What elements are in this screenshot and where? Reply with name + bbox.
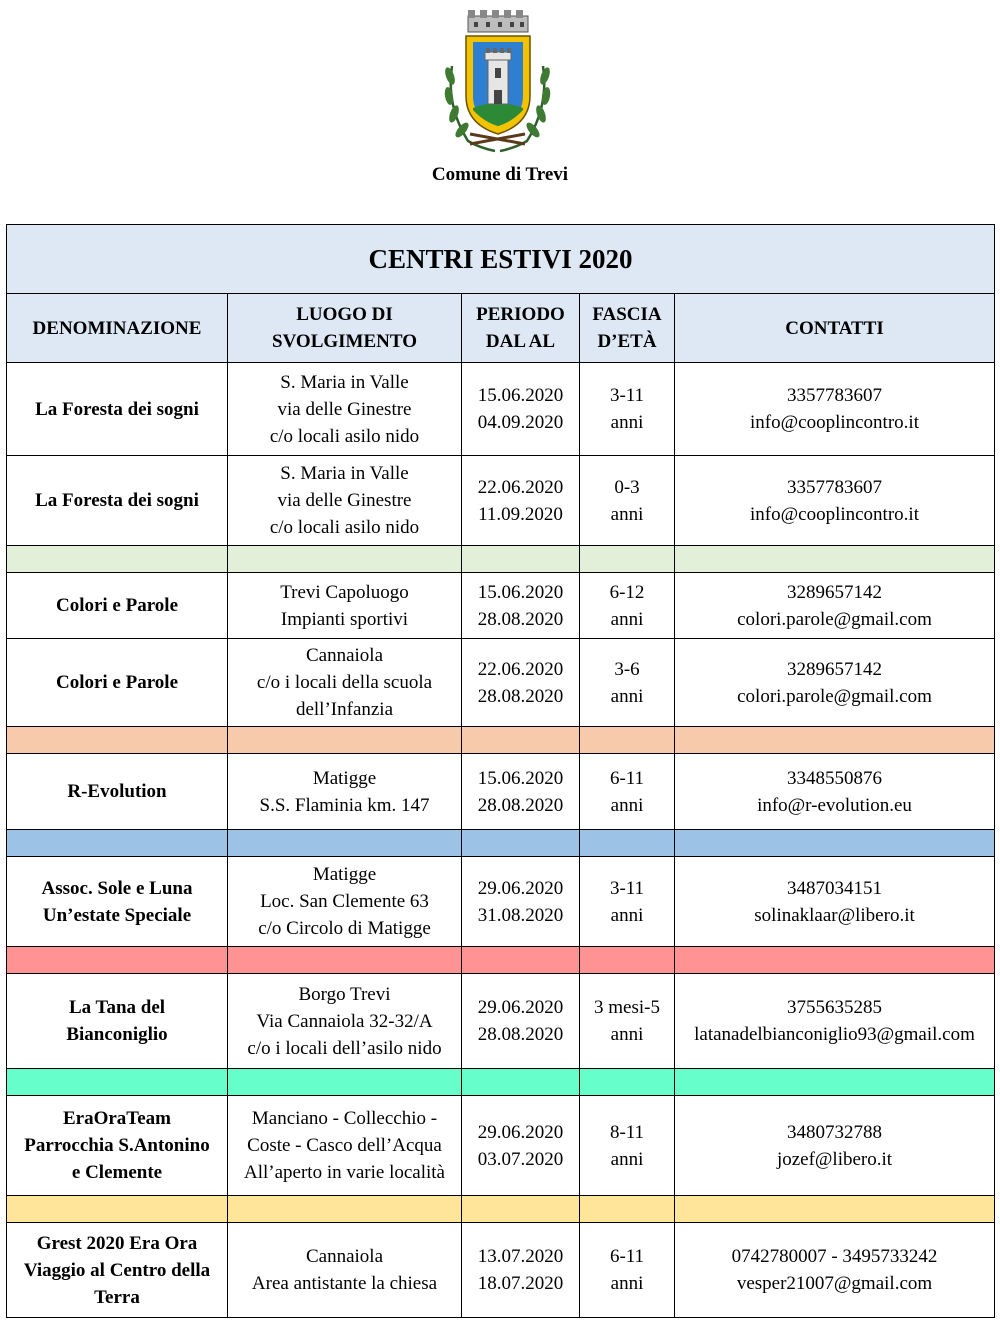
separator-row <box>7 947 995 974</box>
center-location: S. Maria in Valle via delle Ginestre c/o locali asilo nido <box>228 363 462 456</box>
center-age-range: 0-3 anni <box>580 456 675 546</box>
separator-cell <box>675 727 995 754</box>
separator-cell <box>228 1069 462 1096</box>
separator-cell <box>580 1196 675 1223</box>
center-contacts: 3289657142 colori.parole@gmail.com <box>675 573 995 639</box>
column-header-contacts: CONTATTI <box>675 294 995 363</box>
table-body <box>7 363 995 1318</box>
center-name: EraOraTeam Parrocchia S.Antonino e Clemente <box>7 1096 228 1196</box>
summer-centers-table <box>6 224 995 1318</box>
table-row <box>7 1096 995 1196</box>
separator-cell <box>7 1196 228 1223</box>
center-period: 15.06.2020 04.09.2020 <box>462 363 580 456</box>
separator-cell <box>675 546 995 573</box>
center-period: 29.06.2020 31.08.2020 <box>462 857 580 947</box>
center-location: Trevi Capoluogo Impianti sportivi <box>228 573 462 639</box>
separator-cell <box>228 830 462 857</box>
center-age-range: 6-11 anni <box>580 754 675 830</box>
separator-cell <box>675 1196 995 1223</box>
center-contacts: 0742780007 - 3495733242 vesper21007@gmail.com <box>675 1223 995 1318</box>
table-title-row <box>7 225 995 294</box>
table-row <box>7 754 995 830</box>
column-header-name: DENOMINAZIONE <box>7 294 228 363</box>
center-location: Matigge S.S. Flaminia km. 147 <box>228 754 462 830</box>
center-period: 15.06.2020 28.08.2020 <box>462 573 580 639</box>
separator-row <box>7 830 995 857</box>
center-age-range: 3-11 anni <box>580 857 675 947</box>
center-age-range: 6-11 anni <box>580 1223 675 1318</box>
center-age-range: 6-12 anni <box>580 573 675 639</box>
table-row <box>7 1223 995 1318</box>
separator-cell <box>462 830 580 857</box>
center-period: 29.06.2020 28.08.2020 <box>462 974 580 1069</box>
column-header-age: FASCIA D’ETÀ <box>580 294 675 363</box>
center-name: R-Evolution <box>7 754 228 830</box>
separator-row <box>7 1196 995 1223</box>
separator-cell <box>7 830 228 857</box>
separator-cell <box>7 546 228 573</box>
separator-cell <box>462 546 580 573</box>
separator-row <box>7 546 995 573</box>
center-contacts: 3487034151 solinaklaar@libero.it <box>675 857 995 947</box>
center-contacts: 3357783607 info@cooplincontro.it <box>675 363 995 456</box>
center-age-range: 3 mesi-5 anni <box>580 974 675 1069</box>
separator-row <box>7 1069 995 1096</box>
center-age-range: 3-6 anni <box>580 639 675 727</box>
table-row <box>7 363 995 456</box>
center-name: Grest 2020 Era Ora Viaggio al Centro della Terra <box>7 1223 228 1318</box>
column-header-place: LUOGO DI SVOLGIMENTO <box>228 294 462 363</box>
center-location: Cannaiola c/o i locali della scuola dell’Infanzia <box>228 639 462 727</box>
separator-cell <box>580 727 675 754</box>
center-contacts: 3480732788 jozef@libero.it <box>675 1096 995 1196</box>
center-location: Matigge Loc. San Clemente 63 c/o Circolo di Matigge <box>228 857 462 947</box>
center-location: S. Maria in Valle via delle Ginestre c/o locali asilo nido <box>228 456 462 546</box>
separator-cell <box>228 727 462 754</box>
separator-cell <box>228 947 462 974</box>
center-location: Cannaiola Area antistante la chiesa <box>228 1223 462 1318</box>
table-row <box>7 857 995 947</box>
separator-cell <box>580 830 675 857</box>
separator-cell <box>228 546 462 573</box>
center-period: 29.06.2020 03.07.2020 <box>462 1096 580 1196</box>
center-name: Colori e Parole <box>7 573 228 639</box>
separator-cell <box>675 830 995 857</box>
center-age-range: 3-11 anni <box>580 363 675 456</box>
table-title: CENTRI ESTIVI 2020 <box>7 225 995 294</box>
separator-cell <box>462 947 580 974</box>
municipality-name: Comune di Trevi <box>431 164 569 185</box>
table-row <box>7 573 995 639</box>
separator-cell <box>675 947 995 974</box>
table-row <box>7 639 995 727</box>
separator-cell <box>7 727 228 754</box>
crest-logo <box>440 6 555 156</box>
center-period: 22.06.2020 28.08.2020 <box>462 639 580 727</box>
separator-cell <box>580 1069 675 1096</box>
center-contacts: 3348550876 info@r-evolution.eu <box>675 754 995 830</box>
center-name: Colori e Parole <box>7 639 228 727</box>
center-name: La Tana del Bianconiglio <box>7 974 228 1069</box>
separator-cell <box>228 1196 462 1223</box>
separator-cell <box>7 947 228 974</box>
table-row <box>7 456 995 546</box>
separator-cell <box>580 546 675 573</box>
center-period: 22.06.2020 11.09.2020 <box>462 456 580 546</box>
separator-cell <box>462 1196 580 1223</box>
center-period: 15.06.2020 28.08.2020 <box>462 754 580 830</box>
center-contacts: 3755635285 latanadelbianconiglio93@gmail.com <box>675 974 995 1069</box>
center-contacts: 3357783607 info@cooplincontro.it <box>675 456 995 546</box>
separator-cell <box>462 727 580 754</box>
table-header-row <box>7 294 995 363</box>
separator-cell <box>462 1069 580 1096</box>
separator-cell <box>7 1069 228 1096</box>
center-name: Assoc. Sole e Luna Un’estate Speciale <box>7 857 228 947</box>
center-location: Manciano - Collecchio - Coste - Casco dell’Acqua All’aperto in varie località <box>228 1096 462 1196</box>
center-name: La Foresta dei sogni <box>7 456 228 546</box>
center-age-range: 8-11 anni <box>580 1096 675 1196</box>
column-header-period: PERIODO DAL AL <box>462 294 580 363</box>
center-name: La Foresta dei sogni <box>7 363 228 456</box>
separator-cell <box>580 947 675 974</box>
center-location: Borgo Trevi Via Cannaiola 32-32/A c/o i locali dell’asilo nido <box>228 974 462 1069</box>
separator-cell <box>675 1069 995 1096</box>
table-row <box>7 974 995 1069</box>
center-period: 13.07.2020 18.07.2020 <box>462 1223 580 1318</box>
center-contacts: 3289657142 colori.parole@gmail.com <box>675 639 995 727</box>
separator-row <box>7 727 995 754</box>
